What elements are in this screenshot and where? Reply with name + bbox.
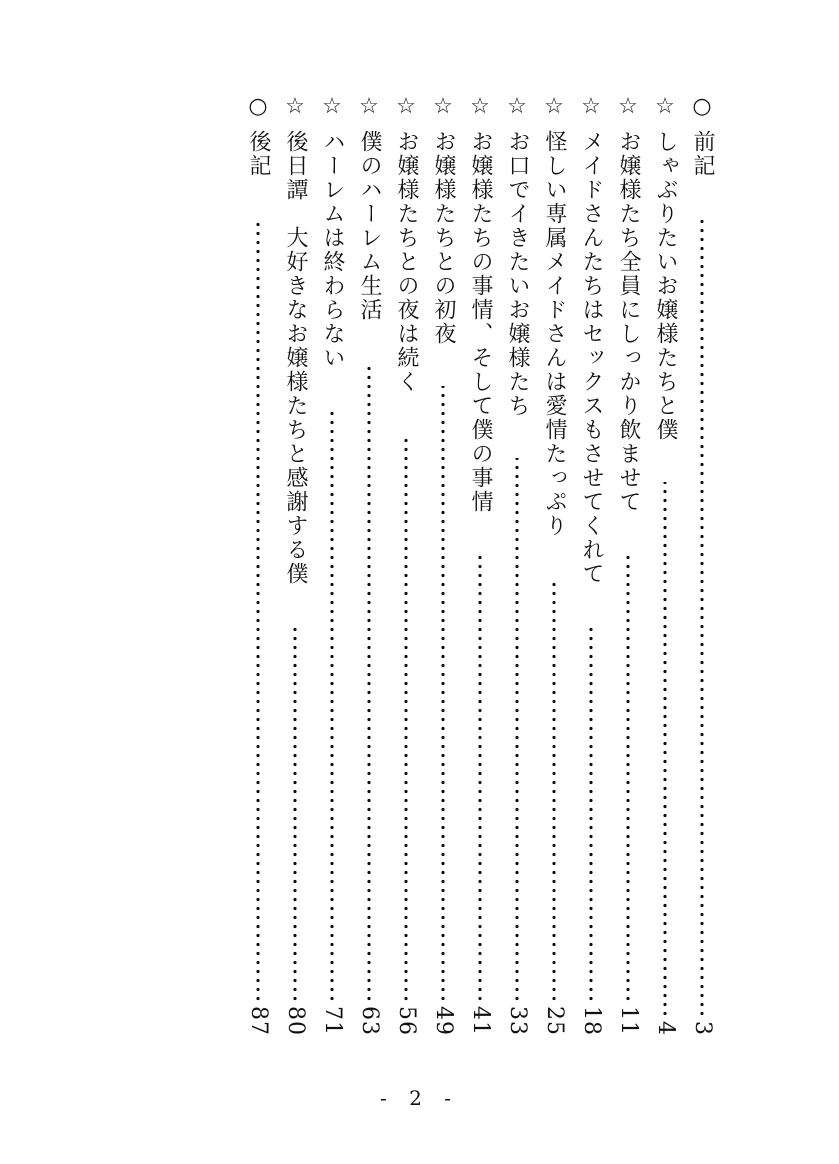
toc-entry-page: 33: [505, 1006, 530, 1036]
dotted-leader: [478, 554, 482, 1003]
dotted-leader: [626, 554, 630, 1003]
toc-entry-title: お嬢様たちの事情、そして僕の事情: [468, 130, 493, 514]
dotted-leader: [441, 386, 445, 1003]
toc-entry-11: [317, 96, 347, 1036]
toc-entry-6: [502, 96, 532, 1036]
toc-entry-title: しゃぶりたいお嬢様たちと僕: [653, 130, 678, 442]
star-icon: ☆: [396, 94, 416, 119]
toc-entry-9: [391, 96, 421, 1036]
toc-entry-title: 怪しい専属メイドさんは愛情たっぷり: [542, 130, 567, 538]
star-icon: ☆: [507, 94, 527, 119]
circle-icon: ○: [248, 94, 268, 119]
star-icon: ☆: [433, 94, 453, 119]
toc-entry-10: [354, 96, 384, 1036]
toc-entry-3: [613, 96, 643, 1036]
toc-entry-page: 18: [579, 1006, 604, 1036]
dotted-leader: [293, 626, 297, 1003]
toc-entry-title: メイドさんたちはセックスもさせてくれて: [579, 130, 604, 586]
toc-entry-8: [428, 96, 458, 1036]
star-icon: ☆: [285, 94, 305, 119]
toc-entry-5: [539, 96, 569, 1036]
toc-entry-title: ハーレムは終わらない: [320, 130, 345, 370]
toc-entry-page: 71: [320, 1006, 345, 1036]
star-icon: ☆: [581, 94, 601, 119]
dotted-leader: [552, 578, 556, 1003]
toc-entry-page: 87: [246, 1006, 271, 1036]
star-icon: ☆: [322, 94, 342, 119]
toc-entry-7: [465, 96, 495, 1036]
toc-entry-12: [280, 96, 310, 1036]
star-icon: ☆: [359, 94, 379, 119]
page-number: - 2 -: [380, 1086, 459, 1110]
toc-entry-title: 後記: [246, 130, 271, 178]
star-icon: ☆: [655, 94, 675, 119]
star-icon: ☆: [470, 94, 490, 119]
dotted-leader: [589, 626, 593, 1003]
toc-entry-title: 後日譚 大好きなお嬢様たちと感謝する僕: [283, 130, 308, 586]
dotted-leader: [367, 362, 371, 1003]
star-icon: ☆: [544, 94, 564, 119]
toc-entry-13: [243, 96, 273, 1036]
toc-entry-title: お嬢様たちとの初夜: [431, 130, 456, 346]
toc-entry-page: 41: [468, 1006, 493, 1036]
dotted-leader: [256, 218, 260, 1003]
toc-entry-page: 49: [431, 1006, 456, 1036]
toc-entry-page: 80: [283, 1006, 308, 1036]
dotted-leader: [515, 458, 519, 1003]
dotted-leader: [700, 218, 704, 1018]
star-icon: ☆: [618, 94, 638, 119]
toc-entry-title: お嬢様たちとの夜は続く: [394, 130, 419, 394]
toc-entry-page: 4: [653, 1021, 678, 1036]
dotted-leader: [663, 482, 667, 1018]
toc-entry-1: [687, 96, 717, 1036]
toc-entry-title: お口でイきたいお嬢様たち: [505, 130, 530, 418]
toc-entry-2: [650, 96, 680, 1036]
toc-entry-title: お嬢様たち全員にしっかり飲ませて: [616, 130, 641, 514]
toc-entry-page: 56: [394, 1006, 419, 1036]
table-of-contents: [243, 96, 717, 1036]
toc-entry-page: 25: [542, 1006, 567, 1036]
dotted-leader: [330, 410, 334, 1003]
circle-icon: ○: [692, 94, 712, 119]
toc-entry-page: 3: [690, 1021, 715, 1036]
toc-entry-title: 前記: [690, 130, 715, 178]
dotted-leader: [404, 434, 408, 1003]
toc-entry-title: 僕のハーレム生活: [357, 130, 382, 322]
toc-entry-4: [576, 96, 606, 1036]
toc-entry-page: 63: [357, 1006, 382, 1036]
toc-entry-page: 11: [616, 1006, 641, 1036]
